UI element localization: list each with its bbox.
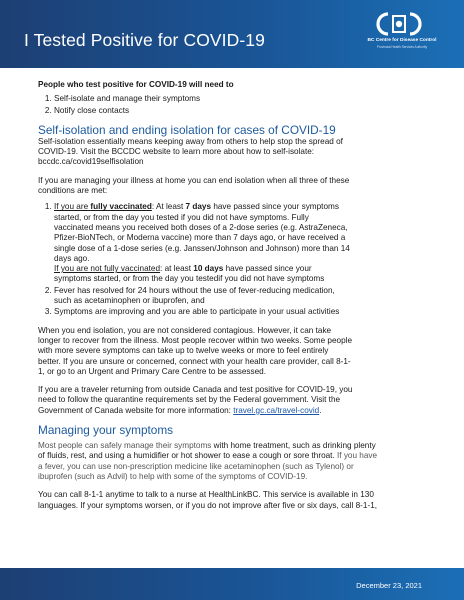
recovery-paragraph: When you end isolation, you are not considered contagious. However, it can take longer to recover from the illness. Most people recover within two weeks. Some people with more severe symptoms can take up to twelve weeks or more to feel entirely better. If you are unsure or concerned, connect with your health care provider, call 8-1- 1, or go to an Urgent and Primary Care Centre to be assessed.	[38, 325, 353, 376]
document-date: December 23, 2021	[356, 581, 422, 590]
conditions-intro: If you are managing your illness at home you can end isolation when all three of these conditions are met:	[38, 175, 350, 196]
list-item: 1. Self-isolate and manage their symptoms	[54, 94, 438, 104]
header-banner	[0, 0, 464, 68]
healthlink-paragraph: You can call 8-1-1 anytime to talk to a nurse at HealthLinkBC. This service is available in 130 languages. If your symptoms worsen, or if you do not improve after five or six days, call 8-1-1,	[38, 490, 378, 510]
bccdc-logo	[356, 10, 448, 58]
logo-name: BC Centre for Disease Control	[367, 38, 437, 43]
traveler-paragraph: If you are a traveler returning from outside Canada and test positive for COVID-19, you need to follow the quarantine requirements set by the Federal government. Visit the Government of Canada website for more information: travel.gc.ca/travel-covid.	[38, 385, 353, 415]
bccdc-logo-icon	[374, 10, 424, 38]
managing-paragraph: Most people can safely manage their symptoms with home treatment, such as drinking plenty of fluids, rest, and using a humidifier or hot shower to ease a cough or sore throat. If you have a fever, you can use non-prescription medicine like acetaminophen (such as Tylenol) or ibuprofen (such as Advil) to help with some of the symptoms of COVID-19.	[38, 441, 378, 481]
footer-banner	[0, 568, 464, 600]
intro-title: People who test positive for COVID-19 will need to	[38, 80, 234, 89]
travel-covid-link[interactable]: travel.gc.ca/travel-covid	[233, 405, 320, 415]
isolation-paragraph: Self-isolation essentially means keeping away from others to help stop the spread of COVID-19. Visit the BCCDC website to learn more about how to self-isolate: bccdc.ca/covid19selfisolation	[38, 136, 343, 167]
condition-item: 1. If you are fully vaccinated: At least 7 days have passed since your symptoms started, or from the day you tested if you did not have symptoms. Fully vaccinated means you received both doses of a 2-dose series (e.g. AstraZeneca, Pfizer-BioNTech, or Moderna vaccine) more than 7 days ago, or have received a single dose of a 1-dose series (e.g. Janssen/Johnson and Johnson) more than 14 days ago. If you are not fully vaccinated: at least 10 days have passed since your symptoms started, or from the day you testedif you did not have symptoms	[54, 202, 438, 284]
condition-item: 2. Fever has resolved for 24 hours without the use of fever-reducing medication, such as acetaminophen or ibuprofen, and	[54, 286, 438, 307]
logo-subtitle: Provincial Health Services Authority	[376, 45, 428, 49]
page-title: I Tested Positive for COVID-19	[24, 30, 265, 50]
section-heading-isolation: Self-isolation and ending isolation for cases of COVID-19	[38, 122, 336, 137]
document-body	[38, 80, 438, 511]
condition-item: 3. Symptoms are improving and you are able to participate in your usual activities	[54, 307, 438, 317]
conditions-list	[38, 202, 438, 317]
section-heading-managing: Managing your symptoms	[38, 423, 174, 438]
intro-list	[38, 94, 438, 116]
list-item: 2. Notify close contacts	[54, 106, 438, 116]
